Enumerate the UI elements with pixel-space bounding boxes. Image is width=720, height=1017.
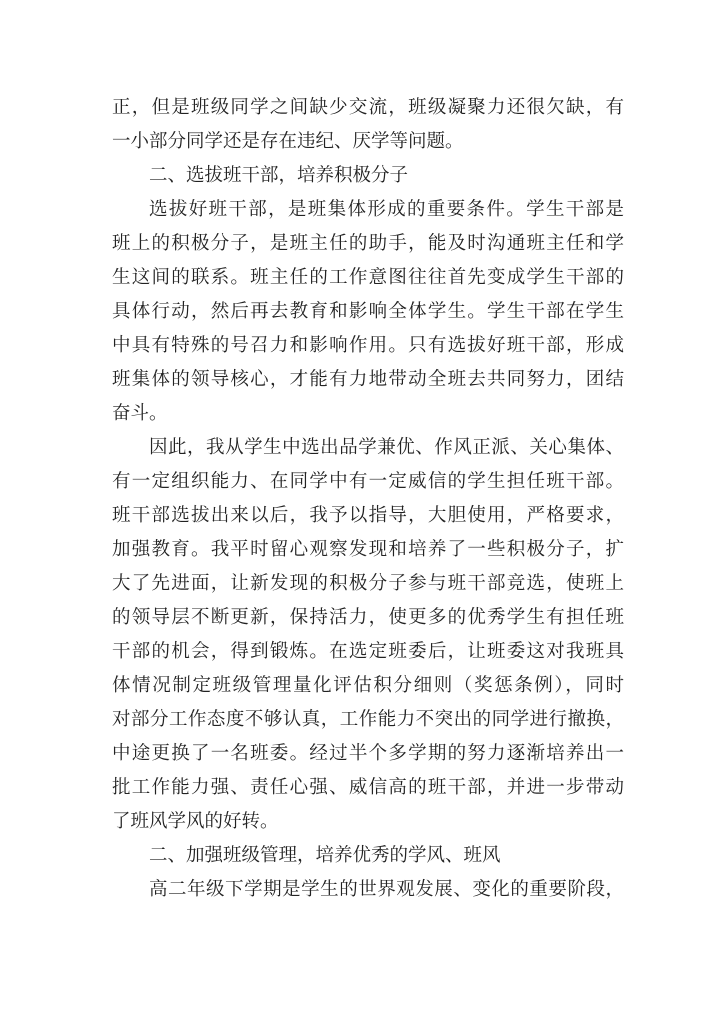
section-heading: 二、选拔班干部，培养积极分子 [149,165,409,186]
paragraph-line: 有一定组织能力、在同学中有一定威信的学生担任班干部。 [112,471,624,492]
paragraph-line: 中途更换了一名班委。经过半个多学期的努力逐渐培养出一 [112,743,624,764]
paragraph-line: 对部分工作态度不够认真，工作能力不突出的同学进行撤换， [112,709,624,730]
paragraph-line: 干部的机会，得到锻炼。在选定班委后，让班委这对我班具 [112,641,624,662]
paragraph-line: 班集体的领导核心，才能有力地带动全班去共同努力，团结 [112,369,624,390]
paragraph-line: 了班风学风的好转。 [112,811,279,832]
paragraph-line: 中具有特殊的号召力和影响作用。只有选拔好班干部，形成 [112,335,624,356]
paragraph-line: 具体行动，然后再去教育和影响全体学生。学生干部在学生 [112,301,624,322]
paragraph-line: 批工作能力强、责任心强、威信高的班干部，并进一步带动 [112,777,624,798]
paragraph-line: 体情况制定班级管理量化评估积分细则（奖惩条例），同时 [112,675,624,696]
paragraph-line: 的领导层不断更新，保持活力，使更多的优秀学生有担任班 [112,607,624,628]
paragraph-line: 因此，我从学生中选出品学兼优、作风正派、关心集体、 [149,437,624,458]
paragraph-line: 选拔好班干部，是班集体形成的重要条件。学生干部是 [149,199,624,220]
section-heading: 二、加强班级管理，培养优秀的学风、班风 [149,845,501,866]
paragraph-line: 班干部选拔出来以后，我予以指导，大胆使用，严格要求， [112,505,624,526]
paragraph-line: 一小部分同学还是存在违纪、厌学等问题。 [112,131,464,152]
paragraph-line: 加强教育。我平时留心观察发现和培养了一些积极分子，扩 [112,539,624,560]
paragraph-line: 班上的积极分子，是班主任的助手，能及时沟通班主任和学 [112,233,624,254]
paragraph-line: 奋斗。 [112,403,168,424]
paragraph-line: 大了先进面，让新发现的积极分子参与班干部竞选，使班上 [112,573,624,594]
paragraph-line: 生这间的联系。班主任的工作意图往往首先变成学生干部的 [112,267,624,288]
paragraph-line: 正，但是班级同学之间缺少交流，班级凝聚力还很欠缺，有 [112,97,624,118]
paragraph-line: 高二年级下学期是学生的世界观发展、变化的重要阶段， [149,879,624,900]
